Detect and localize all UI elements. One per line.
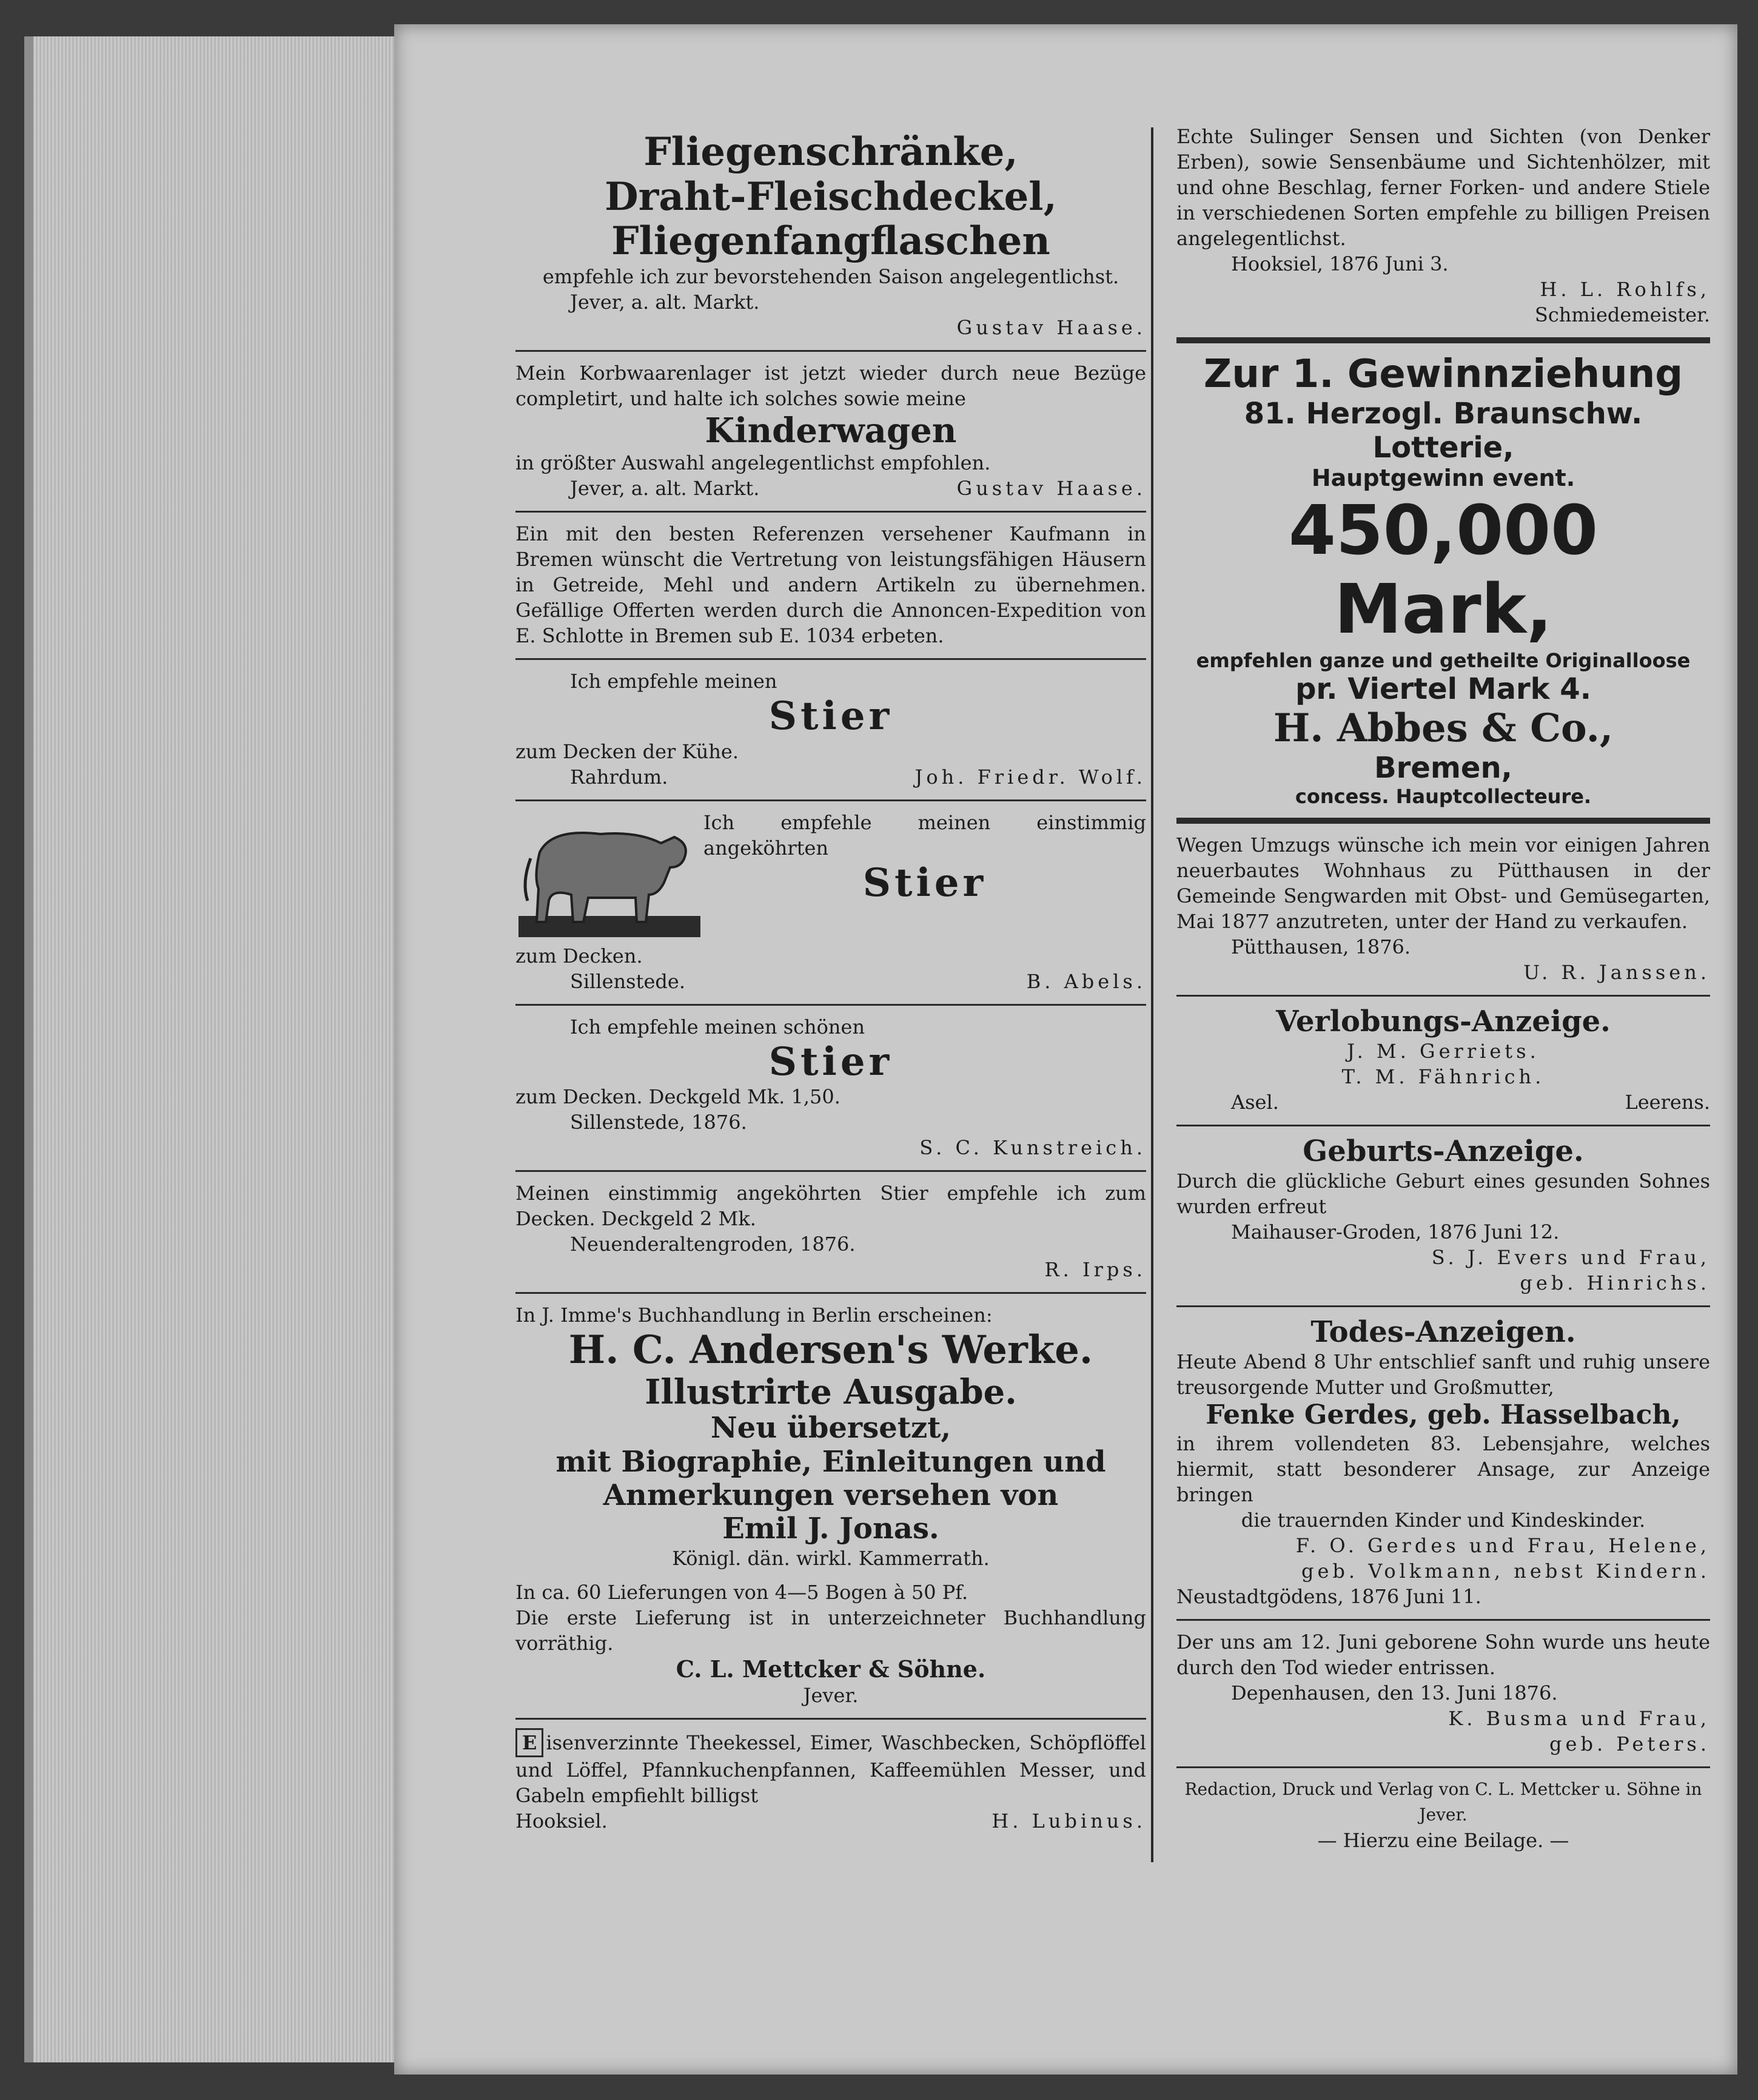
- ad-place: Jever, a. alt. Markt.: [570, 477, 760, 500]
- ad-signature: U. R. Janssen.: [1523, 960, 1710, 984]
- notice-name: T. M. Fähnrich.: [1341, 1065, 1545, 1088]
- ad-headline: Stier: [768, 693, 893, 739]
- ad-text: Ich empfehle meinen: [570, 670, 777, 693]
- notice-place: Asel.: [1231, 1090, 1279, 1114]
- ad-headline: 81. Herzogl. Braunschw. Lotterie,: [1244, 397, 1643, 465]
- ad-headline: Stier: [862, 860, 987, 906]
- ad-city: Bremen,: [1374, 750, 1512, 785]
- ad-place: Rahrdum.: [570, 765, 668, 789]
- right-column: [1176, 115, 1710, 1853]
- ad-prize-amount: 450,000 Mark,: [1288, 491, 1599, 649]
- notice-place: Leerens.: [1625, 1090, 1710, 1114]
- notice-places: [1176, 1089, 1710, 1115]
- ad-headline: Stier: [768, 1038, 893, 1085]
- notice-signature: F. O. Gerdes und Frau, Helene,: [1295, 1533, 1710, 1557]
- notice-death-son: [1176, 1621, 1710, 1768]
- ad-footer: [515, 1808, 1146, 1834]
- ad-headline: Draht-Fleischdeckel,: [605, 173, 1057, 220]
- ad-text: Wegen Umzugs wünsche ich mein vor einigen Jahren neuerbautes Wohnhaus zu Pütthausen in der Gemeinde Sengwarden mit Obst- und Gemüsegarten, Mai 1877 anzutreten, unter der Hand zu verkaufen.: [1176, 833, 1710, 933]
- ad-text: Ich empfehle meinen einstimmig angeköhrten: [703, 810, 1146, 860]
- imprint: Redaction, Druck und Verlag von C. L. Mettcker u. Söhne in Jever.: [1184, 1779, 1702, 1825]
- notice-place: Neustadtgödens, 1876 Juni 11.: [1176, 1584, 1481, 1608]
- ad-place: Jever, a. alt. Markt.: [570, 290, 760, 314]
- notice-text: Heute Abend 8 Uhr entschlief sanft und ruhig unsere treusorgende Mutter und Großmutter,: [1176, 1350, 1710, 1399]
- ad-kettles: [515, 1720, 1146, 1843]
- ad-merchant-bremen: [515, 513, 1146, 660]
- notice-signature: geb. Hinrichs.: [1520, 1271, 1710, 1294]
- notice-place: Maihauser-Groden, 1876 Juni 12.: [1231, 1220, 1560, 1244]
- ad-bull-abels: [515, 801, 1146, 1006]
- ad-place: Sillenstede.: [570, 969, 685, 993]
- ad-signature: C. L. Mettcker & Söhne.: [676, 1655, 986, 1683]
- ad-footer: [515, 476, 1146, 501]
- ad-headline: H. C. Andersen's Werke.: [568, 1327, 1093, 1373]
- ad-signature: Gustav Haase.: [956, 315, 1146, 339]
- ad-fly-cabinets: [515, 121, 1146, 352]
- ad-place: Hooksiel.: [515, 1809, 608, 1832]
- ad-scythes: [1176, 115, 1710, 343]
- ad-subtitle: Königl. dän. wirkl. Kammerrath.: [672, 1547, 990, 1570]
- ad-prams: [515, 352, 1146, 513]
- ad-headline: Emil J. Jonas.: [722, 1511, 939, 1546]
- ad-text: zum Decken der Kühe.: [515, 739, 739, 763]
- ad-footer: [515, 969, 1146, 994]
- ad-headline: Kinderwagen: [705, 410, 957, 451]
- ad-signature: Gustav Haase.: [956, 477, 1146, 500]
- ad-bull-wolf: [515, 660, 1146, 801]
- ad-bull-kunstreich: [515, 1006, 1146, 1173]
- notice-signature: geb. Peters.: [1549, 1732, 1710, 1755]
- ad-signature: B. Abels.: [1026, 969, 1146, 993]
- notice-engagement: [1176, 997, 1710, 1126]
- page-footer: [1176, 1768, 1710, 1853]
- notice-text: Durch die glückliche Geburt eines gesunden Sohnes wurden erfreut: [1176, 1169, 1710, 1218]
- ad-headline: Illustrirte Ausgabe.: [645, 1371, 1017, 1412]
- newspaper-page: [394, 24, 1737, 2075]
- notice-deceased-name: Fenke Gerdes, geb. Hasselbach,: [1206, 1399, 1681, 1431]
- ad-headline: Anmerkungen versehen von: [603, 1478, 1059, 1512]
- ad-andersen-works: [515, 1294, 1146, 1719]
- notice-signature: geb. Volkmann, nebst Kindern.: [1301, 1559, 1710, 1583]
- ad-house-sale: [1176, 824, 1710, 997]
- ad-headline: Neu übersetzt,: [710, 1411, 951, 1445]
- notice-headline: Geburts-Anzeige.: [1303, 1134, 1584, 1168]
- ad-subtitle: concess. Hauptcollecteure.: [1295, 784, 1592, 808]
- notice-signature: K. Busma und Frau,: [1448, 1706, 1710, 1730]
- initial-capital: E: [515, 1728, 543, 1757]
- ad-company: H. Abbes & Co.,: [1273, 705, 1614, 751]
- ad-text: Ein mit den besten Referenzen versehener Kaufmann in Bremen wünscht die Vertretung von leistungsfähigen Häusern in Getreide, Mehl und andern Artikeln zu übernehmen. Gefällige Offerten werden durch die Annoncen-Expedition von E. Schlotte in Bremen sub E. 1034 erbeten.: [515, 522, 1146, 648]
- notice-name: J. M. Gerriets.: [1347, 1039, 1540, 1063]
- notice-text: Der uns am 12. Juni geborene Sohn wurde uns heute durch den Tod wieder entrissen.: [1176, 1630, 1710, 1679]
- ad-text: Ich empfehle meinen schönen: [570, 1015, 865, 1038]
- ad-headline: Zur 1. Gewinnziehung: [1203, 352, 1683, 397]
- notice-text: die trauernden Kinder und Kindeskinder.: [1241, 1508, 1646, 1532]
- ad-place: Neuenderaltengroden, 1876.: [570, 1233, 856, 1256]
- ad-signature: Joh. Friedr. Wolf.: [914, 765, 1146, 789]
- ad-headline: Fliegenfangflaschen: [611, 218, 1050, 264]
- ad-text: isenverzinnte Theekessel, Eimer, Waschbecken, Schöpflöffel und Löffel, Pfannkuchenpfannen, Kaffeemühlen Messer, und Gabeln empfiehlt billigst: [515, 1731, 1146, 1807]
- ad-signature: S. C. Kunstreich.: [919, 1136, 1146, 1160]
- ad-text: In ca. 60 Lieferungen von 4—5 Bogen à 50 Pf.: [515, 1581, 968, 1604]
- ad-footer: [515, 764, 1146, 790]
- ad-bull-irps: [515, 1172, 1146, 1294]
- ad-text: Meinen einstimmig angeköhrten Stier empfehle ich zum Decken. Deckgeld 2 Mk.: [515, 1182, 1146, 1231]
- ad-place: Sillenstede, 1876.: [570, 1111, 747, 1134]
- ad-signature: H. L. Rohlfs,: [1540, 278, 1710, 301]
- ad-signature: R. Irps.: [1044, 1258, 1146, 1282]
- left-column: [515, 121, 1146, 1843]
- ad-signature: Schmiedemeister.: [1534, 303, 1710, 326]
- ad-headline: Hauptgewinn event.: [1311, 465, 1575, 491]
- ad-text: Echte Sulinger Sensen und Sichten (von Denker Erben), sowie Sensenbäume und Sichtenhölzer, mit und ohne Beschlag, ferner Forken- und andere Stiele in verschiedenen Sorten empfehle zu billigen Preisen angelegentlichst.: [1176, 125, 1710, 250]
- ad-lottery: [1176, 343, 1710, 824]
- notice-headline: Todes-Anzeigen.: [1310, 1314, 1576, 1349]
- ad-headline: mit Biographie, Einleitungen und: [555, 1444, 1106, 1479]
- notice-place: Depenhausen, den 13. Juni 1876.: [1231, 1681, 1558, 1705]
- supplement-note: — Hierzu eine Beilage. —: [1317, 1828, 1569, 1852]
- ad-headline: Fliegenschränke,: [643, 129, 1018, 175]
- ad-text: Die erste Lieferung ist in unterzeichneter Buchhandlung vorräthig.: [515, 1606, 1146, 1655]
- ad-text: empfehle ich zur bevorstehenden Saison angelegentlichst.: [542, 264, 1119, 288]
- ad-text: zum Decken. Deckgeld Mk. 1,50.: [515, 1085, 840, 1109]
- bull-illustration: [515, 810, 703, 943]
- notice-death: [1176, 1307, 1710, 1621]
- ad-place: Pütthausen, 1876.: [1231, 935, 1411, 958]
- notice-birth: [1176, 1126, 1710, 1307]
- notice-text: in ihrem vollendeten 83. Lebensjahre, welches hiermit, statt besonderer Ansage, zur Anzeige bringen: [1176, 1432, 1710, 1506]
- ad-price: pr. Viertel Mark 4.: [1295, 672, 1591, 706]
- ad-text: Mein Korbwaarenlager ist jetzt wieder durch neue Bezüge completirt, und halte ich solches sowie meine: [515, 361, 1146, 410]
- ad-signature: H. Lubinus.: [991, 1809, 1146, 1832]
- ad-place: Jever.: [803, 1683, 859, 1707]
- ad-place: Hooksiel, 1876 Juni 3.: [1231, 252, 1449, 275]
- ad-text: empfehlen ganze und getheilte Originalloose: [1196, 649, 1691, 672]
- ad-text: In J. Imme's Buchhandlung in Berlin erscheinen:: [515, 1304, 993, 1327]
- notice-signature: S. J. Evers und Frau,: [1431, 1245, 1710, 1269]
- ad-text: zum Decken.: [515, 944, 643, 968]
- ad-text: in größter Auswahl angelegentlichst empfohlen.: [515, 451, 991, 475]
- notice-headline: Verlobungs-Anzeige.: [1276, 1004, 1611, 1038]
- page-edges: [33, 36, 397, 2062]
- column-divider: [1151, 127, 1153, 1862]
